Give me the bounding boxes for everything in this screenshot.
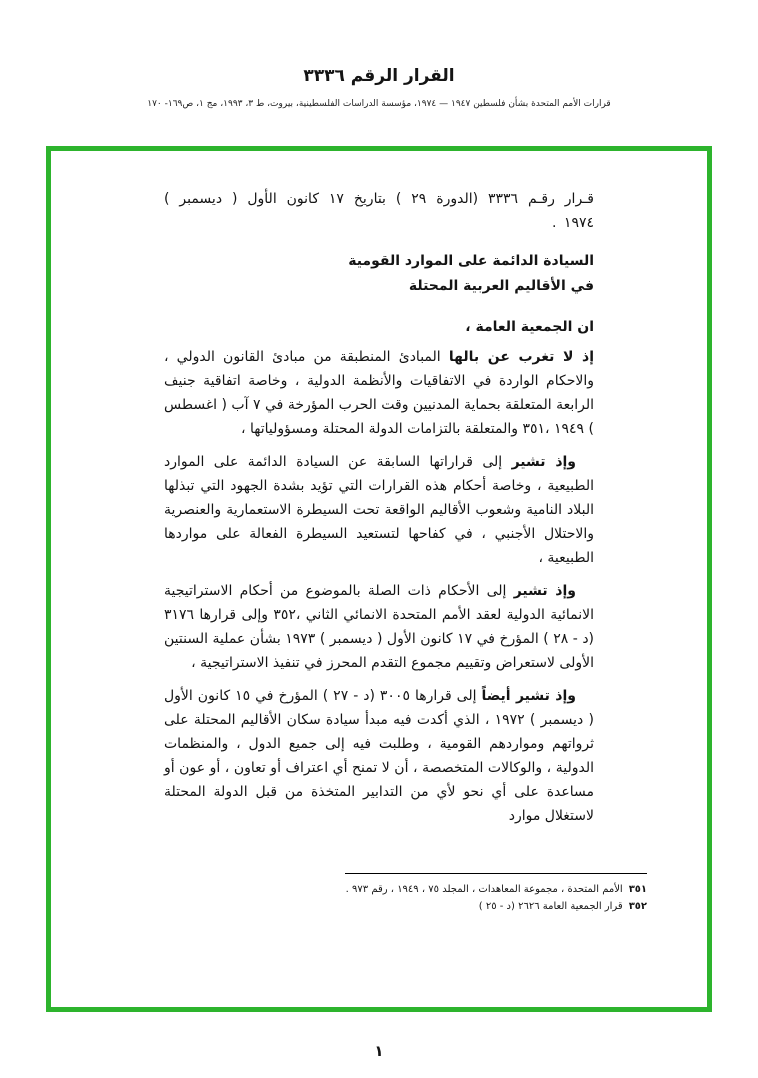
footnote xyxy=(345,881,647,898)
paragraph-lead: وإذ تشير xyxy=(511,454,577,470)
document-paragraph xyxy=(164,345,594,441)
footnote-text: الأمم المتحدة ، مجموعة المعاهدات ، المجلد ٧٥ ، ١٩٤٩ ، رقم ٩٧٣ . xyxy=(345,884,623,895)
document-subtitle-line2: في الأقاليم العربية المحتلة xyxy=(408,278,594,294)
footnote-number: ٣٥١ xyxy=(628,884,647,895)
paragraph-text: إلى الأحكام ذات الصلة بالموضوع من أحكام الاستراتيجية الانمائية الدولية لعقد الأمم المتحدة الانمائي الثاني ،٣٥٢ وإلى قرارها ٣١٧٦ (د - ٢٨ ) المؤرخ في ١٧ كانون الأول ( ديسمبر ) ١٩٧٣ بشأن عملية السنتين الأولى لاستعراض وتقييم مجموع التقدم المحرز في تنفيذ الاستراتيجية ، xyxy=(164,583,595,671)
document-paragraph xyxy=(164,684,594,828)
paragraph-text: المبادئ المنطبقة من مبادئ القانون الدولي ، والاحكام الواردة في الاتفاقيات والأنظمة الدولية ، وخاصة اتفاقية جنيف الرابعة المتعلقة بحماية المدنيين وقت الحرب المؤرخة في ٧ آب ( اغسطس ) ١٩٤٩ ،٣٥١ والمتعلقة بالتزامات الدولة المحتلة ومسؤولياتها ، xyxy=(164,349,594,437)
document-opening: ان الجمعية العامة ، xyxy=(465,319,594,335)
paragraph-text: إلى قرارها ٣٠٠٥ (د - ٢٧ ) المؤرخ في ١٥ كانون الأول ( ديسمبر ) ١٩٧٢ ، الذي أكدت فيه مبدأ سيادة سكان الأقاليم المحتلة على ثرواتهم ومواردهم القومية ، وطلبت فيه إلى جميع الدول ، والمنظمات الدولية ، والوكالات المتخصصة ، أن لا تمنح أي اعتراف أو تعاون ، أو عون أو مساعدة على أي نحو لأي من التدابير المتخذة من قبل الدولة المحتلة لاستغلال موارد xyxy=(164,688,594,824)
document-subtitle-line1: السيادة الدائمة على الموارد القومية xyxy=(348,253,594,269)
header-source-line: قرارات الأمم المتحدة بشأن فلسطين ١٩٤٧ — ١٩٧٤، مؤسسة الدراسات الفلسطينية، بيروت، ط ٣، ١٩٩٣، مج ١، ص١٦٩- ١٧٠ xyxy=(147,99,611,109)
footnote xyxy=(345,898,647,915)
document-title: قـرار رقـم ٣٣٣٦ (الدورة ٢٩ ) بتاريخ ١٧ كانون الأول ( ديسمبر ) ١٩٧٤ . xyxy=(164,191,594,231)
footnotes xyxy=(345,873,647,915)
document-paragraph xyxy=(164,579,594,675)
document-frame xyxy=(46,146,712,1012)
paragraph-lead: وإذ تشير أيضاً xyxy=(481,688,576,704)
paragraph-lead: وإذ تشير xyxy=(513,583,576,599)
page-header xyxy=(0,66,758,109)
footnote-divider xyxy=(345,873,647,874)
paragraph-text: إلى قراراتها السابقة عن السيادة الدائمة على الموارد الطبيعية ، وخاصة أحكام هذه القرارات التي تؤيد بشدة الجهود التي تبذلها البلاد النامية وشعوب الأقاليم الواقعة تحت السيطرة الاستعمارية والعنصرية والاحتلال الأجنبي ، في كفاحها لتستعيد السيطرة الفعالة على مواردها الطبيعية ، xyxy=(164,454,594,566)
header-title: القرار الرقم ٣٣٣٦ xyxy=(303,66,455,86)
document-body xyxy=(164,187,594,828)
paragraph-lead: إذ لا تغرب عن بالها xyxy=(448,349,595,365)
page-number: ١ xyxy=(374,1042,384,1060)
footnote-number: ٣٥٢ xyxy=(628,901,647,912)
footnote-text: قرار الجمعية العامة ٢٦٢٦ (د - ٢٥ ) xyxy=(478,901,623,912)
document-paragraph xyxy=(164,450,594,570)
